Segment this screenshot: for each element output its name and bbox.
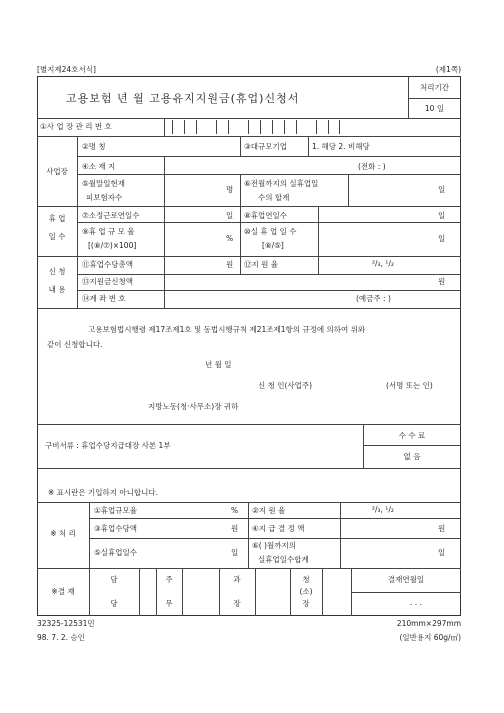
office-allowance-unit: 원 bbox=[231, 524, 239, 533]
approval-col4-bottom: 장 bbox=[302, 599, 310, 608]
allowance-total-label: ⑪휴업수당총액 bbox=[82, 260, 133, 269]
approval-date-label: 결재연월일 bbox=[387, 575, 425, 584]
paper-size: 210mm×297mm bbox=[396, 619, 461, 628]
signature-label[interactable]: (서명 또는 인) bbox=[386, 381, 433, 390]
processing-period-value: 10 일 bbox=[424, 104, 445, 113]
office-decision-label: ④지 급 결 정 액 bbox=[252, 524, 305, 533]
actual-leave-days-label-1: ⑩실 휴 업 일 수 bbox=[244, 227, 297, 236]
business-name-label: ②명 칭 bbox=[82, 142, 106, 151]
approval-col3-bottom: 장 bbox=[233, 599, 241, 608]
office-prev-days-label-2: 실휴업일수합계 bbox=[258, 555, 309, 564]
large-company-options[interactable]: 1. 해당 2. 비해당 bbox=[312, 142, 370, 151]
insured-count-unit: 명 bbox=[226, 185, 234, 194]
form-title: 고용보험 년 월 고용유지지원금(휴업)신청서 bbox=[66, 92, 300, 105]
attachments-text: 구비서류 : 휴업수당지급대장 사본 1부 bbox=[45, 441, 171, 450]
request-amount-label: ⑬지원금신청액 bbox=[82, 277, 133, 286]
declaration-text-line-2: 같이 신청합니다. bbox=[47, 340, 103, 349]
business-phone-label[interactable]: (전화 : ) bbox=[358, 162, 386, 171]
leave-scale-label-2: [(⑧/⑦)×100] bbox=[88, 241, 137, 250]
applicant-label[interactable]: 신 청 인(사업주) bbox=[258, 381, 313, 390]
form-code: 32325-12531민 bbox=[37, 619, 95, 628]
prev-month-days-label-2: 수의 합계 bbox=[258, 193, 290, 202]
business-side-label: 사업장 bbox=[46, 167, 68, 176]
office-use-notice: ※ 표시란은 기입하지 아니합니다. bbox=[48, 488, 159, 497]
actual-leave-days-label-2: [⑧/⑤] bbox=[262, 241, 284, 250]
application-side-label-2: 내 용 bbox=[48, 285, 66, 294]
declaration-text-line-1: 고용보험법시행령 제17조제1호 및 동법시행규칙 제21조제1항의 규정에 의하여 위와 bbox=[88, 325, 366, 334]
office-scale-rate-unit: % bbox=[231, 506, 239, 515]
fee-value: 없 음 bbox=[403, 452, 421, 461]
support-rate-label: ⑫지 원 율 bbox=[244, 260, 279, 269]
office-scale-rate-label: ①휴업규모율 bbox=[94, 506, 137, 515]
large-company-label: ③대규모기업 bbox=[244, 142, 287, 151]
request-amount-unit: 원 bbox=[438, 277, 446, 286]
processing-period-label: 처리기간 bbox=[420, 83, 449, 92]
processing-side-label: ※ 처 리 bbox=[50, 529, 76, 538]
office-actual-days-label: ⑤실휴업일수 bbox=[94, 548, 137, 557]
paper-type: (일반용지 60g/㎡) bbox=[399, 633, 461, 642]
fee-label: 수 수 료 bbox=[398, 431, 426, 440]
leave-scale-unit: % bbox=[226, 234, 234, 243]
approval-col1-top: 담 bbox=[110, 575, 118, 584]
business-id-label: ①사 업 장 관 리 번 호 bbox=[40, 122, 112, 131]
office-actual-days-unit: 일 bbox=[231, 548, 239, 557]
workdays-unit: 일 bbox=[226, 211, 234, 220]
office-decision-unit: 원 bbox=[438, 524, 446, 533]
recipient-line: 지방노동(청·사무소)장 귀하 bbox=[148, 402, 239, 411]
page-marker: (제1쪽) bbox=[435, 65, 461, 74]
total-leave-days-unit: 일 bbox=[438, 211, 446, 220]
total-leave-days-label: ⑧휴업연일수 bbox=[244, 211, 287, 220]
approval-date-footer: 98. 7. 2. 승인 bbox=[37, 633, 85, 642]
approval-col4-mid: (소) bbox=[299, 587, 313, 596]
account-number-label: ⑭계 좌 번 호 bbox=[82, 294, 126, 303]
form-number: [별지제24호서식] bbox=[37, 65, 96, 74]
declaration-date[interactable]: 년 월 일 bbox=[205, 360, 232, 369]
office-support-rate-label: ②지 원 율 bbox=[252, 506, 286, 515]
business-address-label: ④소 재 지 bbox=[82, 162, 116, 171]
approval-col4-top: 청 bbox=[302, 575, 310, 584]
application-side-label-1: 신 청 bbox=[48, 267, 66, 276]
approval-col2-bottom: 무 bbox=[165, 599, 173, 608]
insured-count-label-1: ⑤월말일현재 bbox=[82, 179, 125, 188]
approval-col2-top: 주 bbox=[165, 575, 173, 584]
workdays-label: ⑦소정근로연일수 bbox=[82, 211, 140, 220]
office-prev-days-label-1: ⑥( )월까지의 bbox=[252, 541, 296, 550]
office-prev-days-unit: 일 bbox=[438, 548, 446, 557]
approval-side-label: ※결 재 bbox=[51, 587, 75, 596]
leave-days-side-label-2: 일 수 bbox=[48, 232, 66, 241]
leave-days-side-label-1: 휴 업 bbox=[48, 214, 66, 223]
account-holder-label[interactable]: (예금주 : ) bbox=[356, 294, 391, 303]
actual-leave-days-unit: 일 bbox=[438, 234, 446, 243]
office-allowance-label: ③휴업수당액 bbox=[94, 524, 137, 533]
insured-count-label-2: 피보험자수 bbox=[86, 193, 123, 202]
approval-date-value[interactable]: . . . bbox=[410, 598, 422, 607]
allowance-total-unit: 원 bbox=[226, 260, 234, 269]
leave-scale-label-1: ⑨휴 업 규 모 율 bbox=[82, 227, 135, 236]
support-rate-value: ²/₃, ¹/₂ bbox=[372, 259, 394, 268]
prev-month-days-label-1: ⑥전월까지의 실휴업일 bbox=[244, 179, 319, 188]
approval-col1-bottom: 당 bbox=[110, 599, 118, 608]
approval-col3-top: 과 bbox=[233, 575, 241, 584]
prev-month-days-unit: 일 bbox=[438, 185, 446, 194]
office-support-rate-value: ²/₃, ¹/₂ bbox=[372, 505, 394, 514]
